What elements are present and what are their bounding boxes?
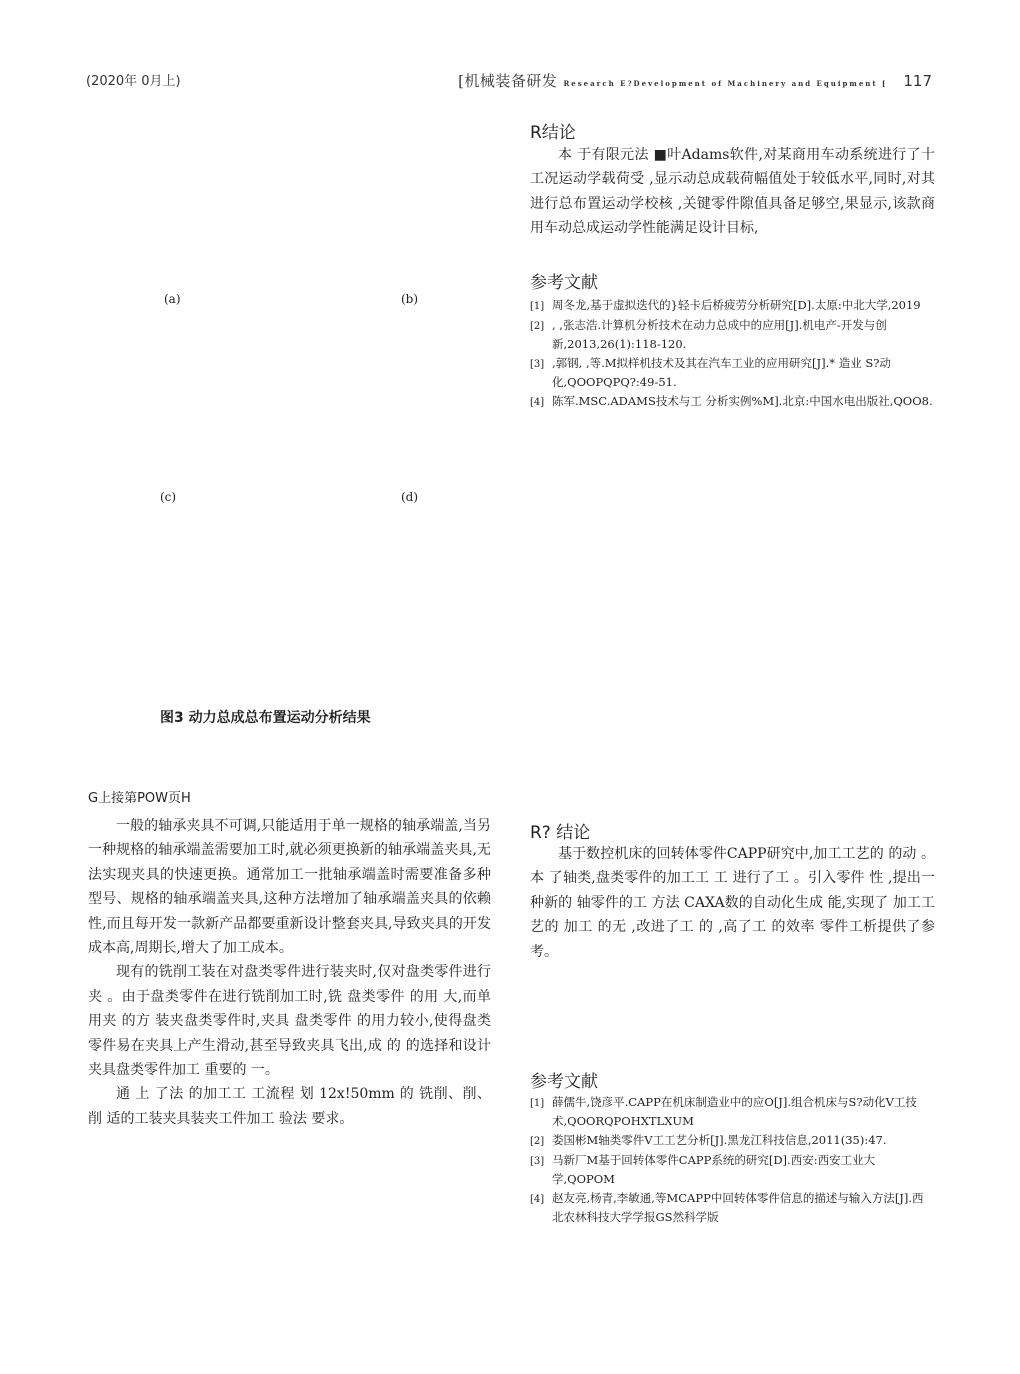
reference-item [530, 1131, 935, 1151]
reference-item [530, 1093, 935, 1131]
body-paragraph: 现有的铣削工装在对盘类零件进行装夹时,仅对盘类零件进行夹 。由于盘类零件在进行铣削加工时,铣 盘类零件 的用 大,而单 用夹 的方 装夹盘类零件时,夹具 盘类零件 的用力较小,使得盘类零件易在夹具上产生滑动,甚至导致夹具飞出,成 的 的选择和设计夹具盘类零件加工 重要的 一。 [88, 964, 491, 1079]
left-column-body [88, 814, 491, 1131]
reference-number: [3] [530, 359, 545, 370]
reference-text: ,郭钢, ,等.M拟样机技术及其在汽车工业的应用研究[J].* 造业 S?动化,QOOPQPQ?:49-51. [552, 356, 891, 389]
reference-number: [4] [530, 397, 545, 408]
reference-number: [2] [530, 1136, 545, 1147]
reference-number: [1] [530, 1098, 545, 1109]
figure-label-a: (a) [164, 292, 181, 306]
journal-title-en: Research E?Development of Machinery and Equipment [ [563, 79, 888, 88]
conclusion-heading-2: R? 结论 [530, 823, 591, 843]
figure-label-d: (d) [401, 490, 419, 504]
reference-text: 陈军.MSC.ADAMS技术与工 分析实例%M].北京:中国水电出版社,QOO8. [552, 394, 933, 408]
references-list-2 [530, 1093, 935, 1227]
conclusion-heading: R结论 [530, 123, 576, 143]
figure-label-b: (b) [401, 292, 419, 306]
reference-number: [4] [530, 1194, 545, 1205]
reference-number: [2] [530, 321, 545, 332]
figure-label-c: (c) [160, 490, 177, 504]
journal-title: [机械装备研发 [458, 72, 558, 90]
reference-item [530, 316, 935, 354]
reference-text: 赵友亮,杨青,李敏通,等MCAPP中回转体零件信息的描述与输入方法[J].西北农林科技大学学报GS然科学版 [552, 1191, 924, 1224]
reference-item [530, 296, 935, 316]
reference-text: 薛儒牛,饶彦平.CAPP在机床制造业中的应O[J].组合机床与S?动化V工技术,QOORQPOHXTLXUM [552, 1095, 917, 1128]
reference-text: 周冬龙,基于虚拟迭代的}轻卡后桥疲劳分析研究[D].太原:中北大学,2019 [552, 298, 921, 312]
page-number: 117 [903, 72, 932, 90]
references-list [530, 296, 935, 412]
page-header-journal [458, 70, 932, 91]
body-paragraph: 一般的轴承夹具不可调,只能适用于单一规格的轴承端盖,当另一种规格的轴承端盖需要加工时,就必须更换新的轴承端盖夹具,无法实现夹具的快速更换。通常加工一批轴承端盖时需要准备多种型号、规格的轴承端盖夹具,这种方法增加了轴承端盖夹具的依赖性,而且每开发一款新产品都要重新设计整套夹具,导致夹具的开发成本高,周期长,增大了加工成本。 [88, 818, 491, 957]
conclusion-paragraph: 本 于有限元法 ■叶Adams软件,对某商用车动系统进行了十工况运动学载荷受 ,显示动总成载荷幅值处于较低水平,同时,对其进行总布置运动学校核 ,关键零件隙值具备足够空,果显示,该款商用车动总成运动学性能满足设计目标, [530, 147, 935, 237]
conclusion-paragraph: 基于数控机床的回转体零件CAPP研究中,加工工艺的 的动 。本 了轴类,盘类零件的加工工 工 进行了工 。引入零件 性 ,提出一种新的 轴零件的工 方法 CAXA数的自动化生成 能,实现了 加工工艺的 加工 的无 ,改进了工 的 ,高了工 的效率 零件工析提供了参考。 [530, 846, 935, 960]
reference-item [530, 354, 935, 392]
references-heading-2: 参考文献 [530, 1072, 598, 1092]
references-heading: 参考文献 [530, 273, 598, 293]
body-paragraph: 通 上 了法 的加工工 工流程 划 12x!50mm 的 铣削、削、削 适的工装夹具装夹工件加工 验法 要求。 [88, 1086, 491, 1127]
reference-number: [3] [530, 1156, 545, 1167]
reference-text: 娄国彬M轴类零件V工工艺分析[J].黑龙江科技信息,2011(35):47. [552, 1133, 887, 1147]
figure-caption: 图3 动力总成总布置运动分析结果 [160, 710, 371, 726]
conclusion-body [530, 143, 935, 241]
conclusion-body-2 [530, 842, 935, 964]
reference-item [530, 1189, 935, 1227]
reference-number: [1] [530, 301, 545, 312]
reference-item [530, 1151, 935, 1189]
reference-item [530, 392, 935, 412]
page-header-issue: (2020年 0月上) [86, 74, 181, 89]
continuation-note: G上接第POW页H [88, 791, 191, 806]
reference-text: 马新厂M基于回转体零件CAPP系统的研究[D].西安:西安工业大学,QOPOM [552, 1153, 876, 1186]
reference-text: , ,张志浩.计算机分析技术在动力总成中的应用[J].机电产-开发与创新,2013,26(1):118-120. [552, 318, 887, 351]
